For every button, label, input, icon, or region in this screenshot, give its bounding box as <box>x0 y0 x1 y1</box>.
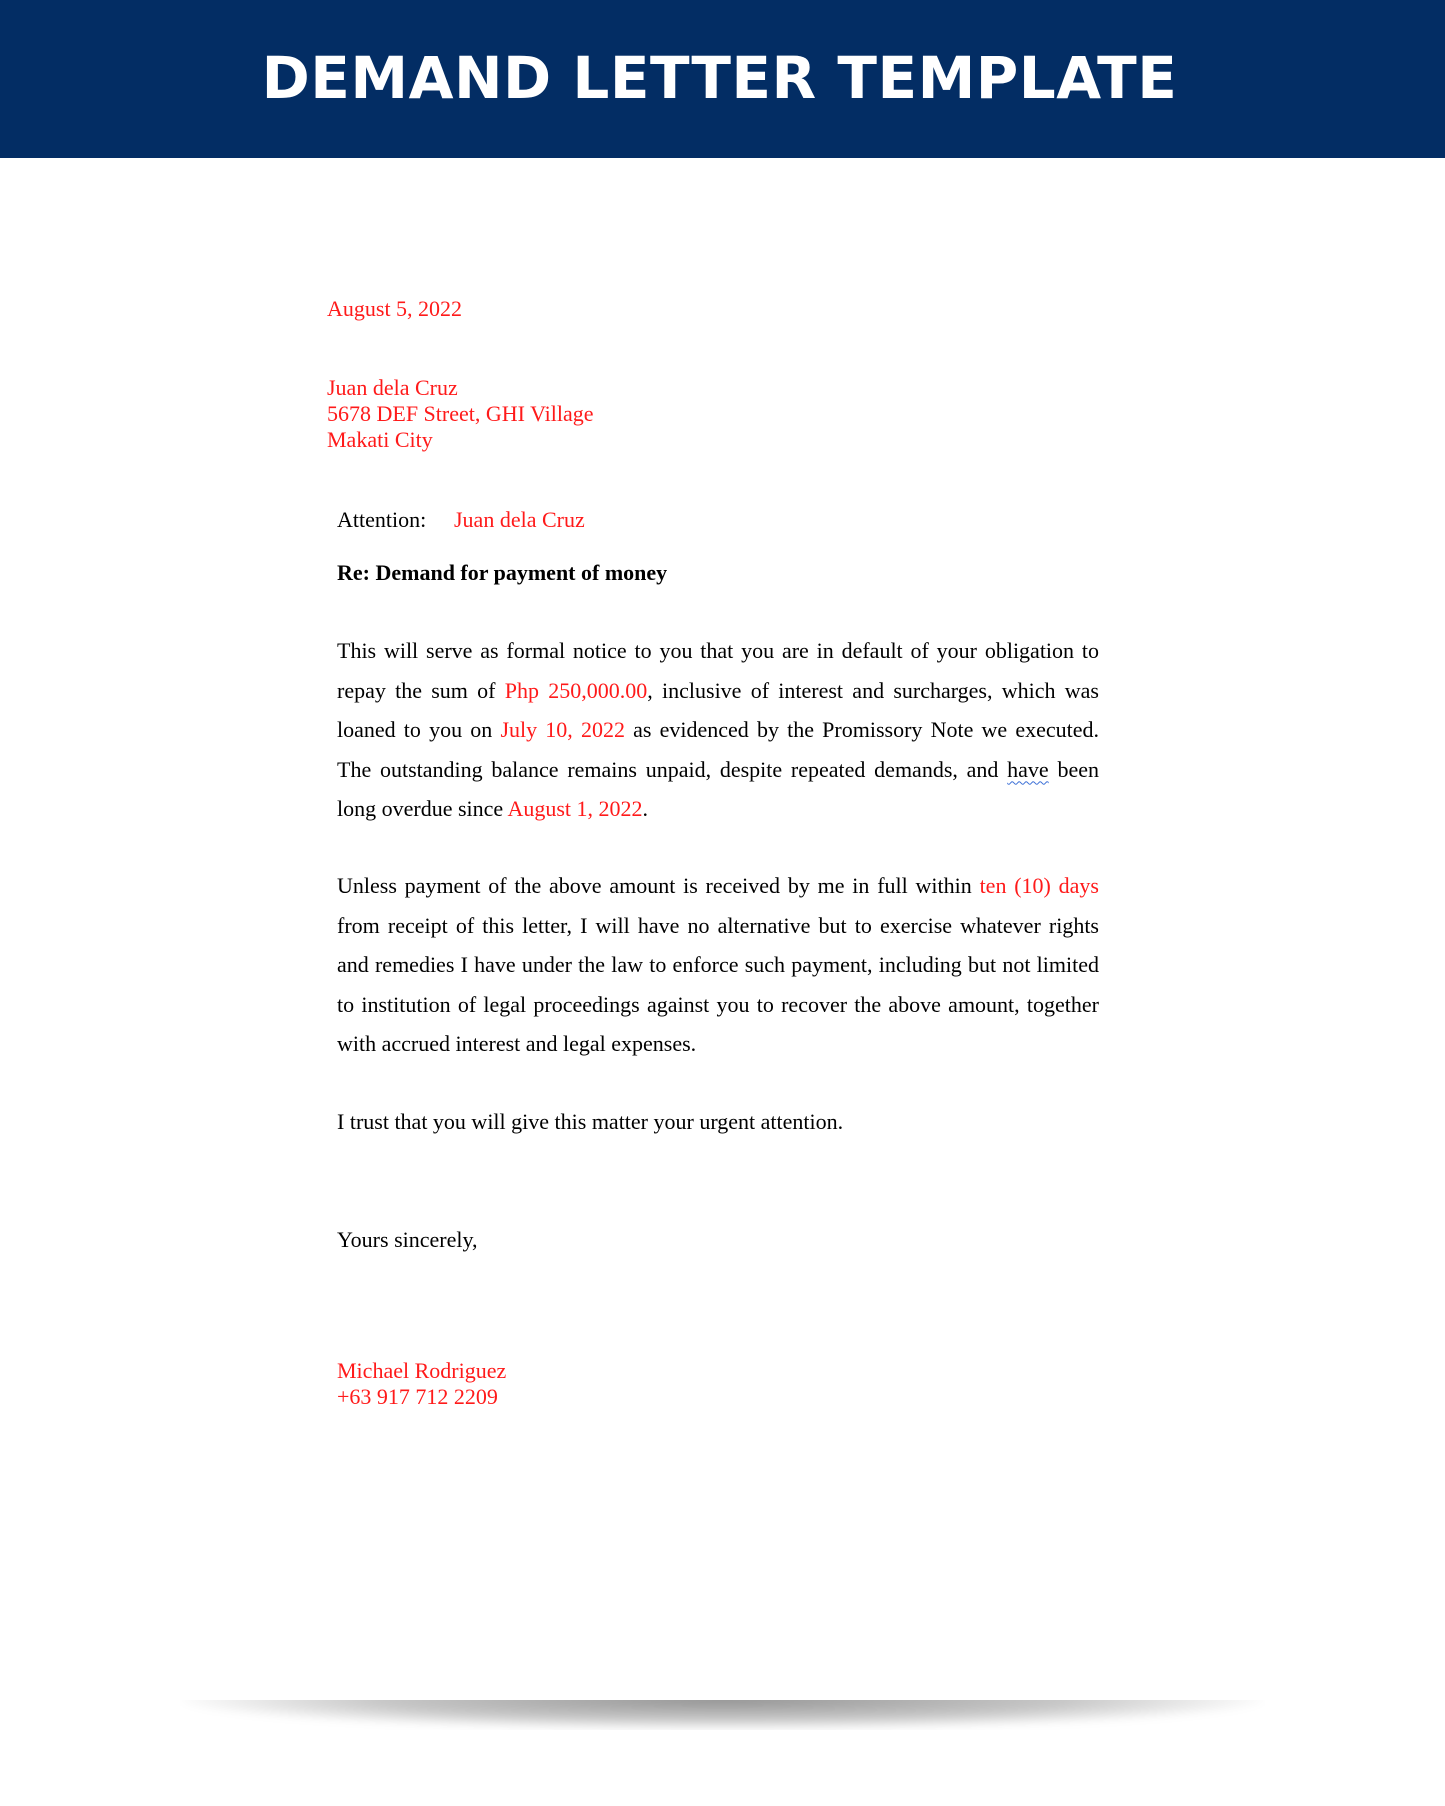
recipient-name: Juan dela Cruz <box>327 375 458 400</box>
loan-date-placeholder: July 10, 2022 <box>500 717 625 742</box>
body-paragraph-3: I trust that you will give this matter your urgent attention. <box>337 1109 844 1134</box>
sender-phone: +63 917 712 2209 <box>337 1384 498 1409</box>
attention-line <box>337 507 585 533</box>
paragraph-text: This will serve as formal notice to you that you are in default of your obligation to repay the sum of <box>337 638 1099 703</box>
paragraph-text: Unless payment of the above amount is received by me in full within <box>337 873 980 898</box>
paragraph-text: . <box>642 796 649 821</box>
due-date-placeholder: August 1, 2022 <box>507 796 643 821</box>
period-placeholder: ten (10) days <box>979 873 1099 898</box>
page-shadow <box>180 1670 1265 1730</box>
paragraph-text: , inclusive of interest and surcharges, which was loaned to you on <box>337 677 1099 742</box>
paragraph-text: as evidenced by the Promissory Note we executed. The outstanding balance remains unpaid, despite repeated demands, and <box>337 717 1099 782</box>
body-paragraph-1 <box>337 631 1099 829</box>
body-paragraph-2 <box>337 866 1099 1064</box>
letter-date: August 5, 2022 <box>327 296 463 321</box>
paragraph-text: been long overdue since <box>337 756 1099 821</box>
attention-label: Attention: <box>337 507 427 532</box>
paragraph-text: from receipt of this letter, I will have no alternative but to exercise whatever rights and remedies I have under the law to enforce such payment, including but not limited to institution of legal proceedings against you to recover the above amount, together with accrued interest and legal expenses. <box>337 912 1099 1056</box>
grammar-flagged-word: have <box>1007 756 1049 782</box>
closing-line: Yours sincerely, <box>337 1227 478 1252</box>
page-title: DEMAND LETTER TEMPLATE <box>261 44 1178 112</box>
subject-line: Re: Demand for payment of money <box>337 560 668 585</box>
signature-block <box>337 1358 506 1410</box>
sender-name: Michael Rodriguez <box>337 1358 507 1383</box>
recipient-street: 5678 DEF Street, GHI Village <box>327 401 594 426</box>
header-banner <box>0 0 1445 158</box>
attention-name: Juan dela Cruz <box>454 507 585 532</box>
amount-placeholder: Php 250,000.00 <box>504 677 648 703</box>
recipient-address <box>327 375 594 453</box>
recipient-city: Makati City <box>327 427 433 452</box>
